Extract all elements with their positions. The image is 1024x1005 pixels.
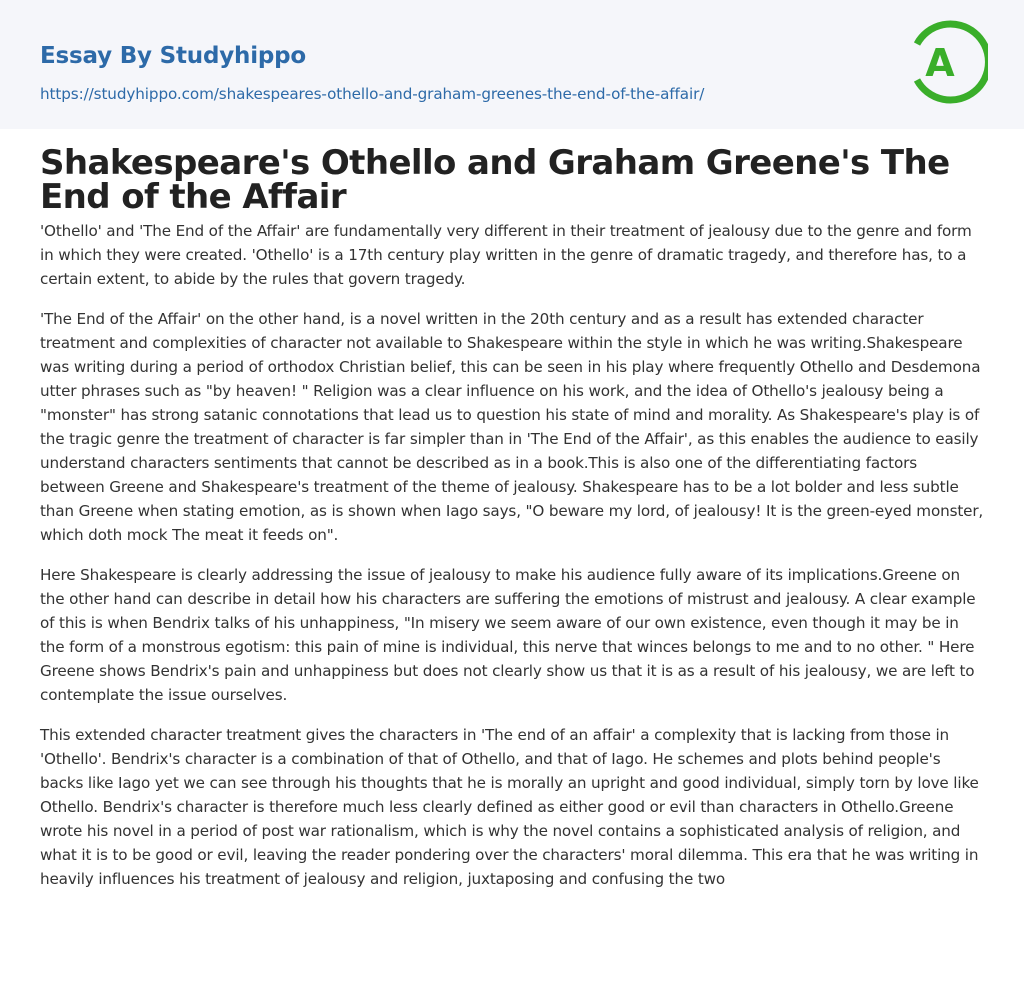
site-header [0, 0, 1024, 129]
studyhippo-logo-icon[interactable] [910, 18, 988, 106]
essay-paragraph: 'The End of the Affair' on the other hand, is a novel written in the 20th century and as a result has extended character treatment and complexities of character not available to Shakespeare within the style in which he was writing.Shakespeare was writing during a period of orthodox Christian belief, this can be seen in his play where frequently Othello and Desdemona utter phrases such as "by heaven! " Religion was a clear influence on his work, and the idea of Othello's jealousy being a "monster" has strong satanic connotations that lead us to question his state of mind and morality. As Shakespeare's play is of the tragic genre the treatment of character is far simpler than in 'The End of the Affair', as this enables the audience to easily understand characters sentiments that cannot be described as in a book.This is also one of the differentiating factors between Greene and Shakespeare's treatment of the theme of jealousy. Shakespeare has to be a lot bolder and less subtle than Greene when stating emotion, as is shown when Iago says, "O beware my lord, of jealousy! It is the green-eyed monster, which doth mock The meat it feeds on". [40, 310, 984, 544]
source-url-link[interactable]: https://studyhippo.com/shakespeares-othello-and-graham-greenes-the-end-of-the-affair/ [40, 85, 705, 103]
logo-letter: A [925, 41, 955, 85]
essay-title: Shakespeare's Othello and Graham Greene's The End of the Affair [40, 143, 950, 217]
brand-title: Essay By Studyhippo [40, 43, 307, 69]
essay-paragraph: 'Othello' and 'The End of the Affair' are fundamentally very different in their treatment of jealousy due to the genre and form in which they were created. 'Othello' is a 17th century play written in the genre of dramatic tragedy, and therefore has, to a certain extent, to abide by the rules that govern tragedy. [40, 222, 972, 288]
essay-article [40, 143, 986, 907]
essay-paragraph: This extended character treatment gives the characters in 'The end of an affair' a complexity that is lacking from those in 'Othello'. Bendrix's character is a combination of that of Othello, and that of Iago. He schemes and plots behind people's backs like Iago yet we can see through his thoughts that he is morally an upright and good individual, simply torn by love like Othello. Bendrix's character is therefore much less clearly defined as either good or evil than characters in Othello.Greene wrote his novel in a period of post war rationalism, which is why the novel contains a sophisticated analysis of religion, and what it is to be good or evil, leaving the reader pondering over the characters' moral dilemma. This era that he was writing in heavily influences his treatment of jealousy and religion, juxtaposing and confusing the two [40, 726, 979, 888]
essay-paragraph: Here Shakespeare is clearly addressing the issue of jealousy to make his audience fully aware of its implications.Greene on the other hand can describe in detail how his characters are suffering the emotions of mistrust and jealousy. A clear example of this is when Bendrix talks of his unhappiness, "In misery we seem aware of our own existence, even though it may be in the form of a monstrous egotism: this pain of mine is individual, this nerve that winces belongs to me and to no other. " Here Greene shows Bendrix's pain and unhappiness but does not clearly show us that it is as a result of his jealousy, we are left to contemplate the issue ourselves. [40, 566, 976, 704]
